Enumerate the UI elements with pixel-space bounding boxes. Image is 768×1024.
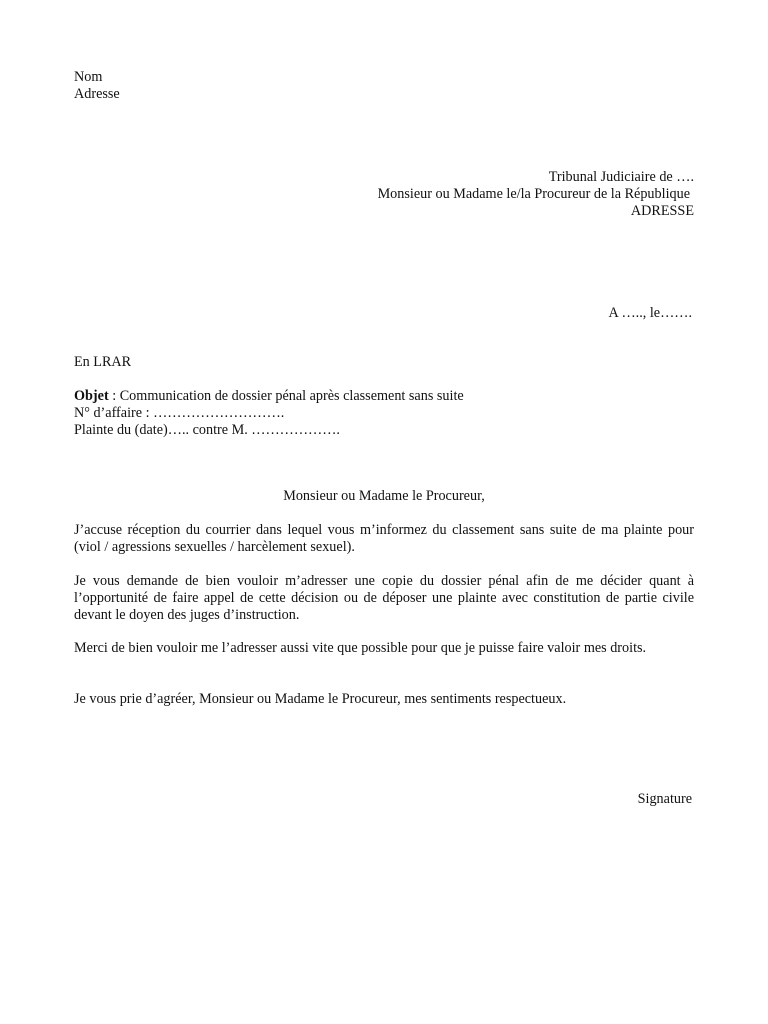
- sender-address: Adresse: [74, 85, 120, 102]
- salutation-text: Monsieur ou Madame le Procureur,: [283, 488, 485, 504]
- recipient-court: Tribunal Judiciaire de ….: [548, 169, 694, 185]
- date-place: [608, 305, 692, 322]
- object-line: [74, 388, 464, 405]
- recipient-address: ADRESSE: [630, 202, 694, 219]
- signature-text: Signature: [637, 791, 692, 807]
- paragraph-thanks: [74, 640, 694, 657]
- paragraph-text: Je vous demande de bien vouloir m’adresser une copie du dossier pénal afin de me décider quant à l’opportunité de faire appel de cette décision ou de déposer une plainte avec constitution de partie civile devant le doyen des juges d’instruction.: [74, 573, 694, 623]
- signature-block: [638, 791, 692, 808]
- sender-block: [74, 69, 120, 103]
- recipient-block: [378, 169, 694, 219]
- object-block: [74, 388, 464, 438]
- salutation: [0, 488, 768, 505]
- paragraph-request: [74, 573, 694, 623]
- object-text: : Communication de dossier pénal après classement sans suite: [108, 388, 464, 404]
- date-place-text: A ….., le…….: [608, 305, 692, 321]
- object-label: Objet: [74, 388, 109, 404]
- paragraph-acknowledgement: [74, 522, 694, 556]
- paragraph-text: Merci de bien vouloir me l’adresser aussi vite que possible pour que je puisse faire valoir mes droits.: [74, 640, 647, 656]
- paragraph-text: J’accuse réception du courrier dans lequel vous m’informez du classement sans suite de ma plainte pour (viol / agressions sexuelles / harcèlement sexuel).: [74, 522, 694, 555]
- paragraph-text: Je vous prie d’agréer, Monsieur ou Madame le Procureur, mes sentiments respectueux.: [74, 691, 567, 707]
- sending-method: [74, 354, 131, 371]
- sending-method-text: En LRAR: [74, 354, 132, 370]
- paragraph-closing: [74, 691, 694, 708]
- case-number: N° d’affaire : ……………………….: [74, 404, 285, 421]
- recipient-prosecutor: Monsieur ou Madame le/la Procureur de la République: [377, 185, 690, 202]
- sender-name: Nom: [74, 69, 103, 85]
- complaint-line: Plainte du (date)….. contre M. ……………….: [74, 421, 340, 438]
